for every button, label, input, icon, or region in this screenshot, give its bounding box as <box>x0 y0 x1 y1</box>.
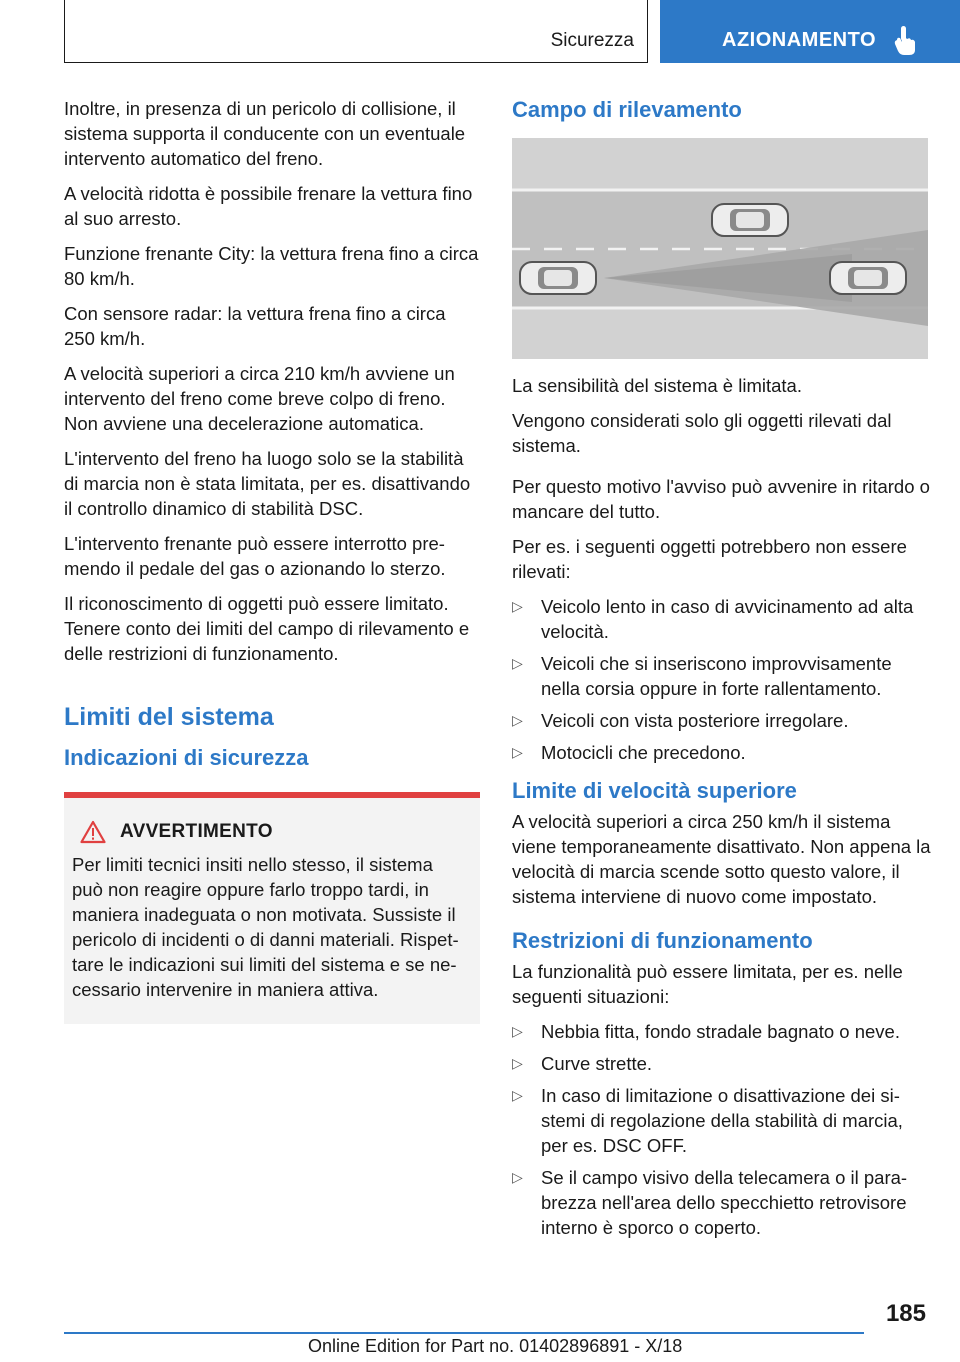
list-item: ▷ Curve strette. <box>512 1053 653 1074</box>
bullet-triangle-icon: ▷ <box>512 1023 523 1039</box>
page-number: 185 <box>885 1300 926 1327</box>
hand-pointer-icon <box>894 26 918 56</box>
paragraph: Per es. i seguenti oggetti potrebbero non essere rilevati: <box>512 536 907 582</box>
footer-divider <box>64 1332 864 1334</box>
list-item: ▷ Veicoli con vista posteriore irregolare. <box>512 710 849 731</box>
paragraph: Il riconoscimento di oggetti può essere limitato. Tenere conto dei limiti del campo di rilevamento e delle restrizioni di funzionamento. <box>64 593 470 664</box>
right-column <box>512 96 932 1252</box>
header-section-label: Sicurezza <box>550 30 634 51</box>
paragraph: Vengono considerati solo gli oggetti rilevati dal sistema. <box>512 410 892 456</box>
paragraph: Inoltre, in presenza di un pericolo di collisione, il sistema supporta il conducente con un eventuale intervento automatico del freno. <box>64 98 466 169</box>
restrictions-list <box>512 1019 932 1240</box>
heading-speed-limit: Limite di velocità superiore <box>512 778 797 803</box>
paragraph: A velocità superiori a circa 250 km/h il sistema viene temporaneamente disattivato. Non appena la velocità di marcia scende sotto questo valore, il sistema interviene di nuovo come impostato. <box>512 811 931 907</box>
car-ahead <box>830 262 906 294</box>
paragraph: L'intervento del freno ha luogo solo se la stabilità di marcia non è stata limitata, per es. disattivando il controllo dinamico di stabilità DSC. <box>64 448 471 519</box>
footer-edition: Online Edition for Part no. 01402896891 - X/18 <box>308 1336 683 1356</box>
paragraph: Funzione frenante City: la vettura frena fino a circa 80 km/h. <box>64 243 479 289</box>
car-ego <box>520 262 596 294</box>
paragraph: L'intervento frenante può essere interrotto premendo il pedale del gas o azionando lo sterzo. <box>64 533 446 579</box>
heading-detection-range: Campo di rilevamento <box>512 97 742 122</box>
list-item: ▷ Veicoli che si inseriscono improvvisamente nella corsia oppure in forte rallentamento. <box>512 653 892 699</box>
bullet-triangle-icon: ▷ <box>512 1169 523 1185</box>
bullet-triangle-icon: ▷ <box>512 712 523 728</box>
header-section-box <box>64 0 648 63</box>
bullet-triangle-icon: ▷ <box>512 1087 523 1103</box>
heading-restrictions: Restrizioni di funzionamento <box>512 928 813 953</box>
warning-box <box>64 792 480 1024</box>
header-tab-label: AZIONAMENTO <box>722 29 877 51</box>
list-item: ▷ Se il campo visivo della telecamera o il parabrezza nell'area dello specchietto retrovisore interno è sporco o coperto. <box>512 1167 908 1238</box>
bullet-triangle-icon: ▷ <box>512 744 523 760</box>
list-item: ▷ Veicolo lento in caso di avvicinamento ad alta velocità. <box>512 596 914 642</box>
list-item: ▷ Nebbia fitta, fondo stradale bagnato o neve. <box>512 1021 900 1042</box>
left-column <box>64 96 480 1024</box>
detection-range-illustration <box>512 138 928 359</box>
bullet-triangle-icon: ▷ <box>512 598 523 614</box>
paragraph: La sensibilità del sistema è limitata. <box>512 375 802 396</box>
paragraph: La funzionalità può essere limitata, per es. nelle seguenti situazioni: <box>512 961 903 1007</box>
undetected-objects-list <box>512 594 932 765</box>
list-item: ▷ In caso di limitazione o disattivazione dei sistemi di regolazione della stabilità di marcia, per es. DSC OFF. <box>512 1085 903 1156</box>
header-tab-azionamento[interactable] <box>660 0 960 63</box>
heading-safety-notes: Indicazioni di sicurezza <box>64 745 309 770</box>
paragraph: A velocità superiori a circa 210 km/h avviene un intervento del freno come breve colpo di freno. Non avviene una decelerazione automatica. <box>64 363 455 434</box>
warning-title: AVVERTIMENTO <box>120 821 273 842</box>
bullet-triangle-icon: ▷ <box>512 1055 523 1071</box>
list-item: ▷ Motocicli che precedono. <box>512 742 746 763</box>
car-adjacent-lane <box>712 204 788 236</box>
warning-text: Per limiti tecnici insiti nello stesso, il sistema può non reagire oppure farlo troppo tardi, in maniera inadeguata o non motivata. Sussiste il pericolo di incidenti o di danni materiali. Rispettare le indicazioni sui limiti del sistema e se necessario intervenire in maniera attiva. <box>72 854 459 1000</box>
heading-system-limits: Limiti del sistema <box>64 703 274 731</box>
paragraph: Per questo motivo l'avviso può avvenire in ritardo o mancare del tutto. <box>512 476 930 522</box>
bullet-triangle-icon: ▷ <box>512 655 523 671</box>
paragraph: Con sensore radar: la vettura frena fino a circa 250 km/h. <box>64 303 446 349</box>
warning-triangle-icon <box>80 820 106 844</box>
paragraph: A velocità ridotta è possibile frenare la vettura fino al suo arresto. <box>64 183 473 229</box>
